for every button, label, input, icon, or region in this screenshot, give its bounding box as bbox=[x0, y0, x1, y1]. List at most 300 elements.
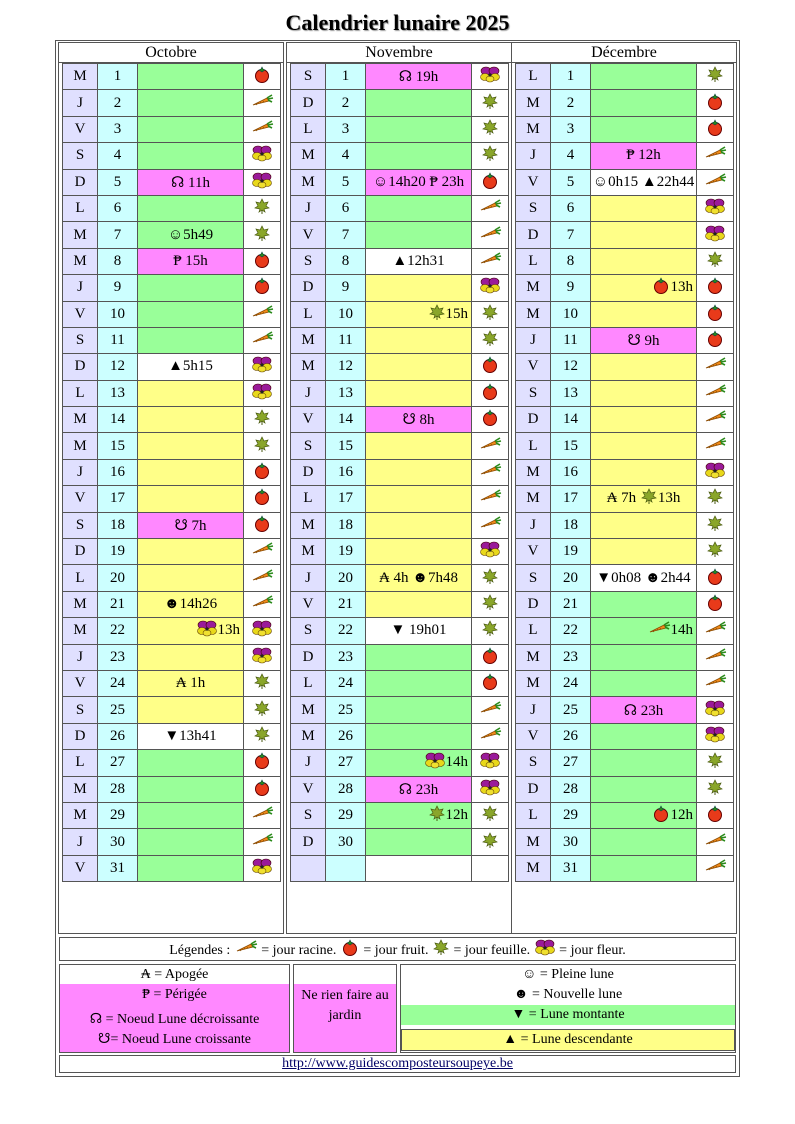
day-row bbox=[516, 195, 734, 221]
day-event bbox=[366, 644, 472, 670]
day-type bbox=[697, 750, 734, 776]
day-of-week: L bbox=[63, 565, 98, 591]
root-icon bbox=[250, 594, 274, 615]
day-type bbox=[472, 697, 509, 723]
day-row bbox=[516, 327, 734, 353]
fruit-icon bbox=[252, 250, 272, 273]
day-type bbox=[697, 565, 734, 591]
day-row bbox=[516, 380, 734, 406]
day-number: 21 bbox=[551, 591, 591, 617]
day-type bbox=[472, 248, 509, 274]
day-row bbox=[63, 64, 281, 90]
day-type bbox=[472, 855, 509, 881]
day-type bbox=[697, 64, 734, 90]
day-of-week: M bbox=[63, 248, 98, 274]
day-of-week: M bbox=[516, 116, 551, 142]
day-event bbox=[366, 354, 472, 380]
day-of-week: M bbox=[291, 354, 326, 380]
day-number: 1 bbox=[98, 64, 138, 90]
event-text: 15h bbox=[428, 306, 469, 322]
day-type bbox=[244, 90, 281, 116]
day-number: 18 bbox=[326, 512, 366, 538]
day-type bbox=[244, 143, 281, 169]
day-of-week: S bbox=[516, 565, 551, 591]
day-type bbox=[472, 723, 509, 749]
day-type bbox=[472, 750, 509, 776]
day-of-week: M bbox=[63, 802, 98, 828]
day-number: 21 bbox=[326, 591, 366, 617]
day-row bbox=[291, 750, 509, 776]
day-type bbox=[697, 116, 734, 142]
day-type bbox=[472, 512, 509, 538]
day-type bbox=[472, 591, 509, 617]
day-row bbox=[63, 407, 281, 433]
leaf-icon bbox=[706, 65, 724, 88]
day-type bbox=[697, 723, 734, 749]
day-type bbox=[472, 64, 509, 90]
day-event bbox=[138, 802, 244, 828]
day-row bbox=[291, 591, 509, 617]
day-of-week: J bbox=[516, 327, 551, 353]
day-event bbox=[591, 407, 697, 433]
event-text: ₳ 1h bbox=[175, 675, 206, 692]
day-row bbox=[516, 723, 734, 749]
day-row bbox=[63, 90, 281, 116]
leaf-icon bbox=[706, 751, 724, 774]
day-of-week: S bbox=[516, 195, 551, 221]
day-number: 24 bbox=[326, 670, 366, 696]
day-type bbox=[244, 697, 281, 723]
root-icon bbox=[703, 383, 727, 404]
event-text: ▼0h08 ☻2h44 bbox=[596, 569, 691, 586]
day-number: 8 bbox=[326, 248, 366, 274]
day-of-week: L bbox=[291, 116, 326, 142]
day-event bbox=[138, 565, 244, 591]
flower-icon bbox=[704, 725, 726, 748]
day-row bbox=[63, 829, 281, 855]
day-of-week: S bbox=[291, 64, 326, 90]
day-type bbox=[244, 169, 281, 195]
day-number: 29 bbox=[98, 802, 138, 828]
day-type bbox=[244, 459, 281, 485]
day-of-week: S bbox=[291, 248, 326, 274]
root-icon bbox=[703, 832, 727, 853]
day-event bbox=[366, 433, 472, 459]
day-of-week: M bbox=[516, 644, 551, 670]
root-icon bbox=[478, 488, 502, 509]
day-row bbox=[291, 301, 509, 327]
day-event bbox=[138, 670, 244, 696]
day-of-week: V bbox=[63, 670, 98, 696]
leaf-icon bbox=[706, 514, 724, 537]
day-event bbox=[138, 407, 244, 433]
root-icon bbox=[703, 356, 727, 377]
day-type bbox=[472, 829, 509, 855]
day-event bbox=[366, 618, 472, 644]
day-type bbox=[697, 670, 734, 696]
event-text: ₳ 7h 13h bbox=[607, 490, 681, 506]
month-title: Décembre bbox=[512, 43, 736, 63]
event-text: 12h bbox=[428, 807, 469, 823]
legend-nothing bbox=[293, 964, 397, 1053]
day-of-week: D bbox=[291, 90, 326, 116]
day-event bbox=[138, 301, 244, 327]
event-text: ☊ 19h bbox=[398, 69, 439, 86]
day-type bbox=[697, 618, 734, 644]
day-number: 12 bbox=[98, 354, 138, 380]
day-row bbox=[63, 169, 281, 195]
day-row bbox=[516, 222, 734, 248]
day-event bbox=[366, 407, 472, 433]
day-type bbox=[244, 750, 281, 776]
day-event bbox=[366, 697, 472, 723]
day-event bbox=[138, 275, 244, 301]
day-number: 7 bbox=[551, 222, 591, 248]
day-event bbox=[591, 459, 697, 485]
day-event bbox=[591, 143, 697, 169]
day-row bbox=[63, 591, 281, 617]
day-type bbox=[472, 644, 509, 670]
day-of-week: M bbox=[63, 433, 98, 459]
day-type bbox=[472, 433, 509, 459]
day-row bbox=[63, 776, 281, 802]
root-icon bbox=[703, 858, 727, 879]
day-type bbox=[244, 301, 281, 327]
flower-icon bbox=[704, 461, 726, 484]
day-event bbox=[138, 855, 244, 881]
event-text: 14h bbox=[424, 754, 469, 770]
day-row bbox=[291, 565, 509, 591]
day-row bbox=[63, 222, 281, 248]
day-row bbox=[516, 116, 734, 142]
day-row bbox=[291, 459, 509, 485]
day-event bbox=[366, 565, 472, 591]
day-number: 6 bbox=[98, 195, 138, 221]
day-of-week: M bbox=[291, 723, 326, 749]
event-text: ☺5h49 bbox=[167, 226, 214, 243]
legend-prefix: Légendes : bbox=[169, 943, 231, 959]
day-event bbox=[591, 591, 697, 617]
leaf-icon bbox=[481, 619, 499, 642]
leaf-icon bbox=[481, 329, 499, 352]
day-number: 8 bbox=[98, 248, 138, 274]
fruit-icon bbox=[705, 92, 725, 115]
day-number: 27 bbox=[98, 750, 138, 776]
day-type bbox=[244, 248, 281, 274]
day-event bbox=[591, 90, 697, 116]
root-icon bbox=[478, 251, 502, 272]
day-of-week: L bbox=[291, 670, 326, 696]
day-number: 24 bbox=[551, 670, 591, 696]
day-number: 13 bbox=[98, 380, 138, 406]
day-number: 15 bbox=[326, 433, 366, 459]
day-event bbox=[591, 670, 697, 696]
day-type bbox=[697, 512, 734, 538]
legend-apsides-nodes bbox=[59, 964, 290, 1053]
event-text: ☋ 7h bbox=[174, 517, 207, 534]
fruit-icon bbox=[252, 65, 272, 88]
day-type bbox=[697, 143, 734, 169]
day-number: 1 bbox=[326, 64, 366, 90]
legend-full-moon: ☺ = Pleine lune bbox=[522, 967, 614, 982]
day-type bbox=[244, 670, 281, 696]
fruit-icon bbox=[252, 276, 272, 299]
day-type bbox=[244, 855, 281, 881]
event-text: ☊ 11h bbox=[170, 174, 211, 191]
day-of-week: L bbox=[63, 750, 98, 776]
day-number: 9 bbox=[98, 275, 138, 301]
day-number: 4 bbox=[551, 143, 591, 169]
fruit-icon bbox=[705, 276, 725, 299]
day-number: 20 bbox=[98, 565, 138, 591]
root-icon bbox=[250, 304, 274, 325]
day-type bbox=[244, 486, 281, 512]
day-of-week: J bbox=[63, 90, 98, 116]
day-of-week: M bbox=[63, 407, 98, 433]
event-text: ☻14h26 bbox=[163, 596, 218, 612]
flower-icon bbox=[704, 197, 726, 220]
day-type bbox=[697, 407, 734, 433]
day-number: 16 bbox=[551, 459, 591, 485]
day-number: 2 bbox=[326, 90, 366, 116]
day-event bbox=[138, 195, 244, 221]
root-icon bbox=[250, 330, 274, 351]
fruit-icon bbox=[340, 938, 360, 964]
day-of-week: M bbox=[291, 169, 326, 195]
day-type bbox=[472, 670, 509, 696]
day-number: 11 bbox=[326, 327, 366, 353]
day-row bbox=[63, 380, 281, 406]
day-row bbox=[516, 512, 734, 538]
root-icon bbox=[703, 620, 727, 641]
day-row bbox=[291, 512, 509, 538]
day-event bbox=[366, 723, 472, 749]
day-number: 19 bbox=[551, 539, 591, 565]
day-row bbox=[291, 380, 509, 406]
fruit-icon bbox=[480, 672, 500, 695]
day-type bbox=[244, 433, 281, 459]
event-text: ▼ 19h01 bbox=[390, 622, 447, 639]
day-number: 14 bbox=[98, 407, 138, 433]
day-of-week: V bbox=[291, 222, 326, 248]
day-number: 17 bbox=[551, 486, 591, 512]
day-of-week: J bbox=[291, 195, 326, 221]
day-of-week: M bbox=[63, 776, 98, 802]
root-icon bbox=[478, 225, 502, 246]
day-of-week: D bbox=[291, 459, 326, 485]
flower-icon bbox=[251, 382, 273, 405]
fruit-icon bbox=[705, 329, 725, 352]
day-event bbox=[591, 723, 697, 749]
day-row bbox=[63, 275, 281, 301]
month-table bbox=[290, 63, 509, 882]
day-row bbox=[516, 64, 734, 90]
day-number: 9 bbox=[326, 275, 366, 301]
day-event bbox=[366, 222, 472, 248]
day-of-week: L bbox=[516, 433, 551, 459]
day-number: 11 bbox=[551, 327, 591, 353]
day-row bbox=[516, 618, 734, 644]
flower-icon bbox=[251, 619, 273, 642]
day-of-week: S bbox=[63, 512, 98, 538]
day-event bbox=[591, 248, 697, 274]
day-row bbox=[291, 64, 509, 90]
month-table bbox=[515, 63, 734, 882]
day-row bbox=[291, 776, 509, 802]
legend-apogee: ₳ = Apogée bbox=[140, 967, 209, 982]
day-row bbox=[516, 169, 734, 195]
leaf-icon bbox=[481, 831, 499, 854]
day-number: 30 bbox=[551, 829, 591, 855]
day-row bbox=[63, 486, 281, 512]
day-of-week: M bbox=[63, 618, 98, 644]
day-number: 3 bbox=[326, 116, 366, 142]
day-row bbox=[291, 327, 509, 353]
day-type bbox=[244, 327, 281, 353]
day-type bbox=[244, 222, 281, 248]
day-number: 25 bbox=[326, 697, 366, 723]
day-row bbox=[291, 248, 509, 274]
event-text: ₱ 15h bbox=[173, 252, 208, 269]
day-number: 12 bbox=[551, 354, 591, 380]
day-of-week: M bbox=[516, 459, 551, 485]
event-text: ▼13h41 bbox=[164, 727, 217, 744]
leaf-icon bbox=[253, 224, 271, 247]
day-number: 8 bbox=[551, 248, 591, 274]
day-type bbox=[697, 195, 734, 221]
day-event bbox=[138, 591, 244, 617]
root-icon bbox=[478, 198, 502, 219]
day-number: 10 bbox=[98, 301, 138, 327]
root-icon bbox=[478, 700, 502, 721]
day-event bbox=[138, 512, 244, 538]
day-of-week: L bbox=[516, 248, 551, 274]
fruit-icon bbox=[252, 778, 272, 801]
day-row bbox=[63, 855, 281, 881]
day-row bbox=[516, 90, 734, 116]
month-table bbox=[62, 63, 281, 882]
day-row bbox=[291, 644, 509, 670]
event-text: ☊ 23h bbox=[398, 781, 439, 798]
day-of-week: S bbox=[516, 750, 551, 776]
day-row bbox=[291, 723, 509, 749]
leaf-icon bbox=[253, 672, 271, 695]
day-number: 26 bbox=[551, 723, 591, 749]
day-of-week: L bbox=[291, 301, 326, 327]
day-number: 19 bbox=[326, 539, 366, 565]
day-event bbox=[138, 64, 244, 90]
day-number: 18 bbox=[551, 512, 591, 538]
day-row bbox=[63, 143, 281, 169]
day-event bbox=[366, 750, 472, 776]
day-number: 21 bbox=[98, 591, 138, 617]
day-row bbox=[291, 143, 509, 169]
day-type bbox=[244, 275, 281, 301]
day-type bbox=[472, 327, 509, 353]
day-row bbox=[291, 354, 509, 380]
day-of-week: J bbox=[63, 829, 98, 855]
day-type bbox=[472, 776, 509, 802]
day-row bbox=[516, 433, 734, 459]
day-row bbox=[63, 697, 281, 723]
day-number: 16 bbox=[326, 459, 366, 485]
day-of-week: D bbox=[516, 407, 551, 433]
day-event bbox=[591, 301, 697, 327]
day-of-week: S bbox=[291, 618, 326, 644]
day-type bbox=[472, 802, 509, 828]
day-number: 14 bbox=[551, 407, 591, 433]
day-type bbox=[244, 539, 281, 565]
day-of-week: D bbox=[63, 354, 98, 380]
day-event bbox=[591, 275, 697, 301]
day-number: 23 bbox=[98, 644, 138, 670]
day-number: 26 bbox=[98, 723, 138, 749]
day-row bbox=[516, 539, 734, 565]
root-icon bbox=[234, 939, 258, 963]
day-event bbox=[138, 459, 244, 485]
day-row bbox=[516, 697, 734, 723]
day-row bbox=[291, 829, 509, 855]
day-event bbox=[591, 327, 697, 353]
flower-icon bbox=[251, 171, 273, 194]
leaf-icon bbox=[481, 118, 499, 141]
day-type bbox=[472, 539, 509, 565]
leaf-icon bbox=[706, 487, 724, 510]
day-row bbox=[291, 697, 509, 723]
day-number bbox=[326, 855, 366, 881]
day-of-week: D bbox=[516, 591, 551, 617]
day-row bbox=[63, 195, 281, 221]
leaf-icon bbox=[481, 593, 499, 616]
day-of-week: S bbox=[63, 143, 98, 169]
day-number: 13 bbox=[551, 380, 591, 406]
day-event bbox=[591, 433, 697, 459]
day-row bbox=[63, 644, 281, 670]
leaf-icon bbox=[432, 938, 450, 964]
leaf-icon bbox=[481, 303, 499, 326]
day-of-week: V bbox=[291, 407, 326, 433]
day-row bbox=[291, 407, 509, 433]
day-event bbox=[366, 169, 472, 195]
day-event bbox=[366, 512, 472, 538]
root-icon bbox=[478, 462, 502, 483]
day-row bbox=[63, 354, 281, 380]
month-2 bbox=[286, 42, 512, 934]
event-text: 12h bbox=[651, 807, 694, 823]
day-of-week: D bbox=[516, 222, 551, 248]
day-type bbox=[244, 380, 281, 406]
day-row bbox=[63, 670, 281, 696]
root-icon bbox=[703, 409, 727, 430]
leaf-icon bbox=[481, 92, 499, 115]
day-event bbox=[138, 248, 244, 274]
day-row bbox=[291, 486, 509, 512]
day-event bbox=[366, 143, 472, 169]
day-row bbox=[516, 486, 734, 512]
day-row bbox=[63, 248, 281, 274]
day-number: 29 bbox=[551, 802, 591, 828]
website-link[interactable]: http://www.guidescomposteursoupeye.be bbox=[282, 1056, 513, 1071]
day-type bbox=[697, 433, 734, 459]
day-number: 13 bbox=[326, 380, 366, 406]
day-of-week: D bbox=[516, 776, 551, 802]
event-text: ☋ 9h bbox=[627, 333, 660, 350]
day-of-week: V bbox=[63, 116, 98, 142]
fruit-icon bbox=[705, 118, 725, 141]
day-of-week: J bbox=[516, 512, 551, 538]
day-row bbox=[516, 855, 734, 881]
day-of-week: V bbox=[291, 591, 326, 617]
